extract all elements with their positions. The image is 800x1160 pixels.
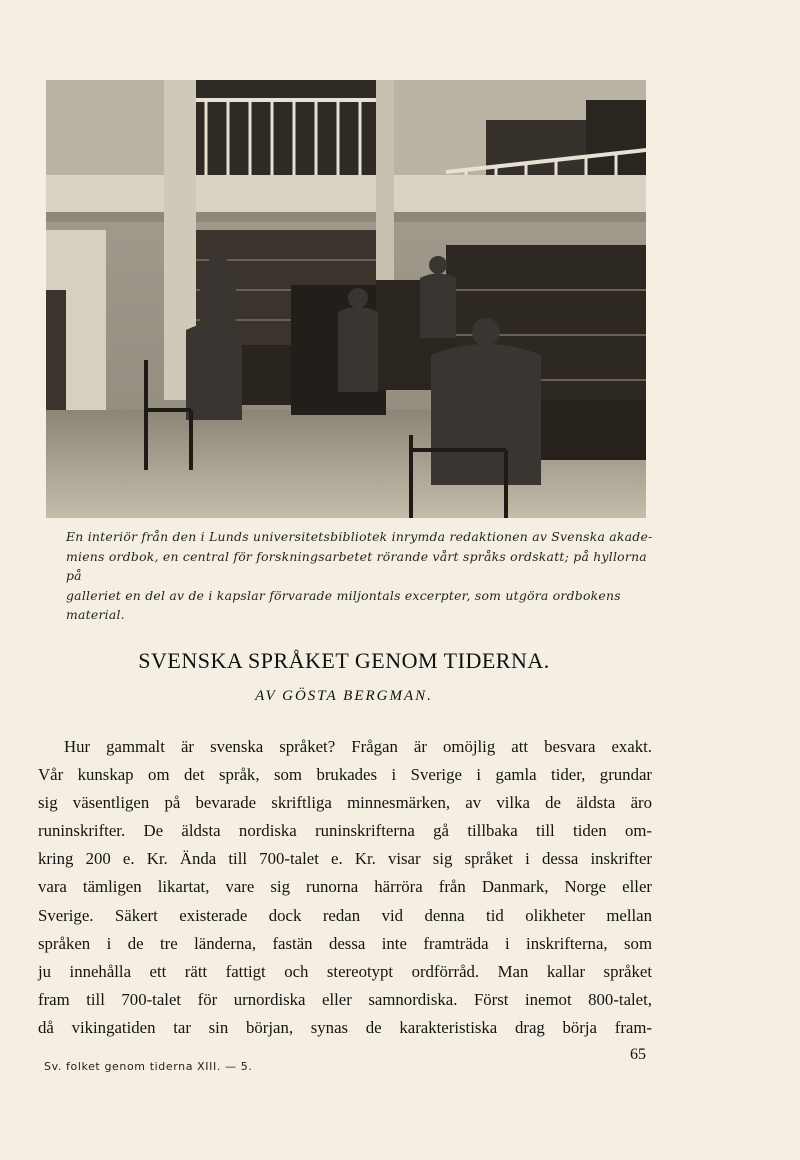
article-body (38, 733, 652, 1042)
caption-line: miens ordbok, en central för forskningsarbetet rörande vårt språks ordskatt; på hyllorna på (66, 548, 647, 583)
body-line: runinskrifter. De äldsta nordiska runinskrifterna gå tillbaka till tiden om- (38, 821, 652, 841)
body-line: Sverige. Säkert existerade dock redan vid denna tid olikheter mellan (38, 905, 652, 925)
article-author: AV GÖSTA BERGMAN. (255, 688, 433, 704)
body-line: fram till 700-talet för urnordiska eller samnordiska. Först inemot 800-talet, (38, 989, 652, 1009)
page-footer: Sv. folket genom tiderna XIII. — 5. (44, 1060, 253, 1073)
library-interior-photo (46, 80, 646, 518)
page-number: 65 (630, 1046, 646, 1063)
body-line: vara tämligen likartat, vare sig runorna härröra från Danmark, Norge eller (38, 877, 652, 897)
body-line: kring 200 e. Kr. Ända till 700-talet e. Kr. visar sig språket i dessa inskrifter (38, 849, 652, 869)
caption-line: En interiör från den i Lunds universitetsbibliotek inrymda redaktionen av Svenska akade- (66, 529, 653, 544)
body-line: Vår kunskap om det språk, som brukades i Sverige i gamla tider, grundar (38, 765, 652, 785)
body-line: sig väsentligen på bevarade skriftliga minnesmärken, av vilka de äldsta äro (38, 793, 652, 813)
library-interior-photo-icon (46, 80, 646, 518)
body-line: ju innehålla ett rätt fattigt och stereotypt ordförråd. Man kallar språket (38, 961, 652, 981)
caption-line: galleriet en del av de i kapslar förvarade miljontals excerpter, som utgöra ordbokens material. (66, 587, 621, 622)
photo-caption (66, 527, 656, 625)
body-line: språken i de tre länderna, fastän dessa inte framträda i inskrifterna, som (38, 933, 652, 953)
body-line: Hur gammalt är svenska språket? Frågan är omöjlig att besvara exakt. (64, 737, 652, 756)
body-line: då vikingatiden tar sin början, synas de karakteristiska drag börja fram- (38, 1017, 652, 1037)
article-title: SVENSKA SPRÅKET GENOM TIDERNA. (138, 648, 550, 673)
